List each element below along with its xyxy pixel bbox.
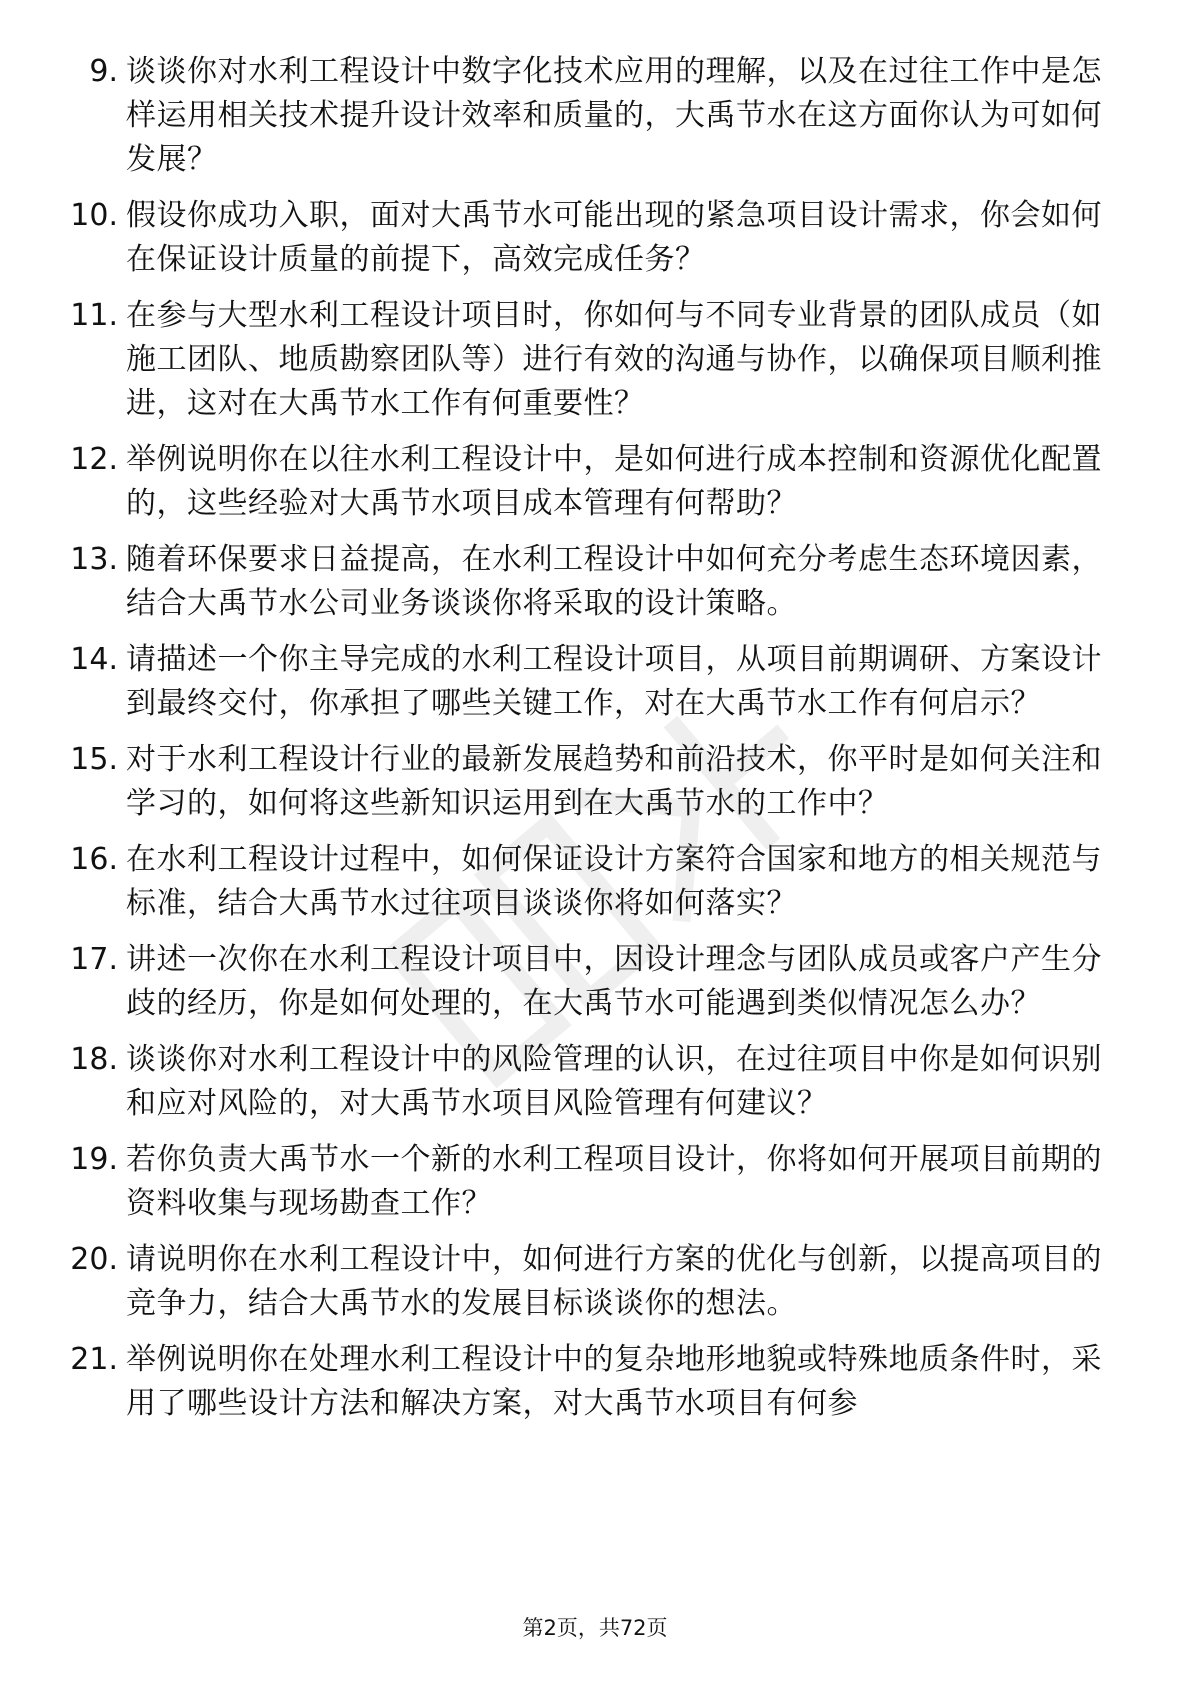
question-item <box>58 438 1118 526</box>
question-text: 假设你成功入职，面对大禹节水可能出现的紧急项目设计需求，你会如何在保证设计质量的前提下，高效完成任务？ <box>126 198 1102 277</box>
question-number: 19. <box>70 1142 118 1177</box>
question-item <box>58 638 1118 726</box>
question-number: 18. <box>70 1042 118 1077</box>
question-item <box>58 838 1118 926</box>
question-list <box>58 50 1118 1438</box>
question-number: 12. <box>70 442 118 477</box>
question-text: 随着环保要求日益提高，在水利工程设计中如何充分考虑生态环境因素，结合大禹节水公司业务谈谈你将采取的设计策略。 <box>126 542 1102 621</box>
question-number: 20. <box>70 1242 118 1277</box>
question-item <box>58 1138 1118 1226</box>
question-item <box>58 194 1118 282</box>
question-text: 若你负责大禹节水一个新的水利工程项目设计，你将如何开展项目前期的资料收集与现场勘查工作？ <box>126 1142 1102 1221</box>
question-item <box>58 538 1118 626</box>
question-number: 21. <box>70 1342 118 1377</box>
question-number: 16. <box>70 842 118 877</box>
question-text: 举例说明你在处理水利工程设计中的复杂地形地貌或特殊地质条件时，采用了哪些设计方法和解决方案，对大禹节水项目有何参 <box>126 1342 1102 1421</box>
question-number: 11. <box>70 298 118 333</box>
question-text: 请描述一个你主导完成的水利工程设计项目，从项目前期调研、方案设计到最终交付，你承担了哪些关键工作，对在大禹节水工作有何启示？ <box>126 642 1102 721</box>
question-number: 13. <box>70 542 118 577</box>
question-text: 讲述一次你在水利工程设计项目中，因设计理念与团队成员或客户产生分歧的经历，你是如何处理的，在大禹节水可能遇到类似情况怎么办？ <box>126 942 1102 1021</box>
question-text: 举例说明你在以往水利工程设计中，是如何进行成本控制和资源优化配置的，这些经验对大禹节水项目成本管理有何帮助？ <box>126 442 1102 521</box>
question-item <box>58 1038 1118 1126</box>
question-item <box>58 738 1118 826</box>
question-text: 在参与大型水利工程设计项目时，你如何与不同专业背景的团队成员（如施工团队、地质勘察团队等）进行有效的沟通与协作，以确保项目顺利推进，这对在大禹节水工作有何重要性？ <box>126 298 1102 421</box>
question-text: 对于水利工程设计行业的最新发展趋势和前沿技术，你平时是如何关注和学习的，如何将这些新知识运用到在大禹节水的工作中？ <box>126 742 1102 821</box>
page-number-footer: 第2页，共72页 <box>522 1616 668 1640</box>
question-number: 15. <box>70 742 118 777</box>
question-number: 14. <box>70 642 118 677</box>
question-item <box>58 938 1118 1026</box>
question-text: 请说明你在水利工程设计中，如何进行方案的优化与创新，以提高项目的竞争力，结合大禹节水的发展目标谈谈你的想法。 <box>126 1242 1102 1321</box>
question-item <box>58 1238 1118 1326</box>
question-number: 9. <box>89 54 118 89</box>
question-text: 谈谈你对水利工程设计中数字化技术应用的理解，以及在过往工作中是怎样运用相关技术提升设计效率和质量的，大禹节水在这方面你认为可如何发展？ <box>126 54 1102 177</box>
question-number: 17. <box>70 942 118 977</box>
question-item <box>58 1338 1118 1426</box>
question-text: 在水利工程设计过程中，如何保证设计方案符合国家和地方的相关规范与标准，结合大禹节水过往项目谈谈你将如何落实？ <box>126 842 1102 921</box>
question-item <box>58 294 1118 426</box>
question-number: 10. <box>70 198 118 233</box>
question-item <box>58 50 1118 182</box>
question-text: 谈谈你对水利工程设计中的风险管理的认识，在过往项目中你是如何识别和应对风险的，对大禹节水项目风险管理有何建议？ <box>126 1042 1102 1121</box>
